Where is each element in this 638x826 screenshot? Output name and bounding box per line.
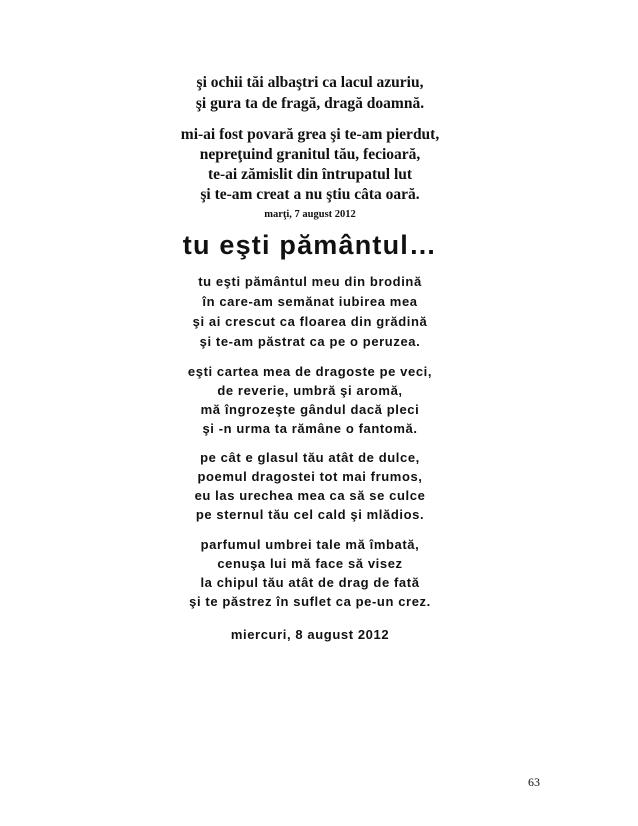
poem-line: eu las urechea mea ca să se culce [194, 488, 426, 503]
poem-title: tu eşti pământul… [182, 230, 438, 260]
poem-line: tu eşti pământul meu din brodină [198, 274, 422, 289]
poem-line: nepreţuind granitul tău, fecioară, [199, 146, 421, 163]
poem-line: şi gura ta de fragă, dragă doamnă. [195, 95, 425, 112]
poem-line: mă îngrozeşte gândul dacă pleci [200, 402, 420, 417]
poem-line: de reverie, umbră şi aromă, [217, 383, 403, 398]
poem-line: şi te păstrez în suflet ca pe-un crez. [189, 594, 431, 609]
poem-line: în care-am semănat iubirea mea [202, 294, 418, 309]
poem-line: cenuşa lui mă face să visez [217, 556, 403, 571]
poem-date: marţi, 7 august 2012 [264, 209, 356, 220]
poem-line: şi ochii tăi albaştri ca lacul azuriu, [196, 74, 424, 91]
poem-line: poemul dragostei tot mai frumos, [197, 469, 423, 484]
poem-date: miercuri, 8 august 2012 [230, 627, 390, 642]
poem-line: te-ai zămislit din întrupatul lut [207, 166, 413, 183]
poem-line: şi te-am păstrat ca pe o peruzea. [199, 334, 421, 349]
poem-line: şi te-am creat a nu ştiu câta oară. [200, 186, 420, 203]
poem-line: şi -n urma ta rămâne o fantomă. [202, 421, 418, 436]
poem-line: parfumul umbrei tale mă îmbată, [200, 537, 420, 552]
poem-line: eşti cartea mea de dragoste pe veci, [187, 364, 433, 379]
poem-line: la chipul tău atât de drag de fată [200, 575, 420, 590]
page-number: 63 [528, 775, 540, 789]
poem-line: mi-ai fost povară grea şi te-am pierdut, [180, 126, 440, 143]
poem-line: pe cât e glasul tău atât de dulce, [200, 450, 420, 465]
poem-line: pe sternul tău cel cald şi mlădios. [195, 507, 425, 522]
poem-line: şi ai crescut ca floarea din grădină [192, 314, 428, 329]
